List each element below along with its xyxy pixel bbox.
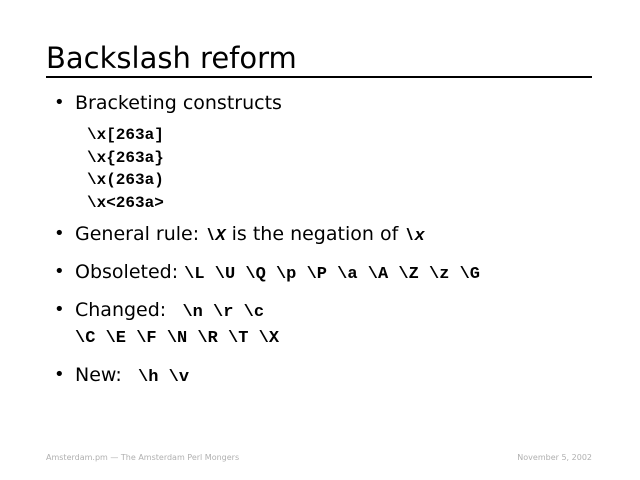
negated-escape-code: \X bbox=[205, 227, 226, 246]
bullet-bracketing bbox=[54, 90, 614, 214]
footer-left: Amsterdam.pm — The Amsterdam Perl Mongers bbox=[46, 453, 240, 462]
footer-date: November 5, 2002 bbox=[517, 453, 592, 462]
general-rule-middle: is the negation of bbox=[225, 223, 405, 245]
obsoleted-code: \L \U \Q \p \P \a \A \Z \z \G bbox=[184, 265, 481, 284]
changed-label: Changed: bbox=[75, 299, 173, 321]
obsoleted-label: Obsoleted: bbox=[75, 261, 185, 283]
new-label: New: bbox=[75, 364, 128, 386]
bullet-changed bbox=[54, 297, 614, 352]
general-rule-prefix: General rule: bbox=[75, 223, 206, 245]
changed-code-line2: \C \E \F \N \R \T \X bbox=[75, 329, 280, 348]
new-code: \h \v bbox=[127, 368, 190, 387]
code-line: \x{263a} bbox=[87, 148, 164, 167]
bullet-new bbox=[54, 362, 614, 391]
bullet-list bbox=[54, 90, 614, 391]
bracketing-label: Bracketing constructs bbox=[75, 92, 282, 114]
bracketing-code-block bbox=[87, 124, 614, 214]
code-line: \x(263a) bbox=[87, 171, 164, 189]
bullet-obsoleted bbox=[54, 259, 614, 288]
code-line: \x<263a> bbox=[87, 193, 164, 212]
bullet-general-rule bbox=[54, 221, 614, 250]
slide-title: Backslash reform bbox=[46, 41, 297, 75]
escape-code: \x bbox=[404, 227, 425, 246]
title-divider bbox=[46, 76, 592, 78]
changed-code-line1: \n \r \c bbox=[172, 303, 265, 322]
code-line: \x[263a] bbox=[87, 126, 164, 144]
